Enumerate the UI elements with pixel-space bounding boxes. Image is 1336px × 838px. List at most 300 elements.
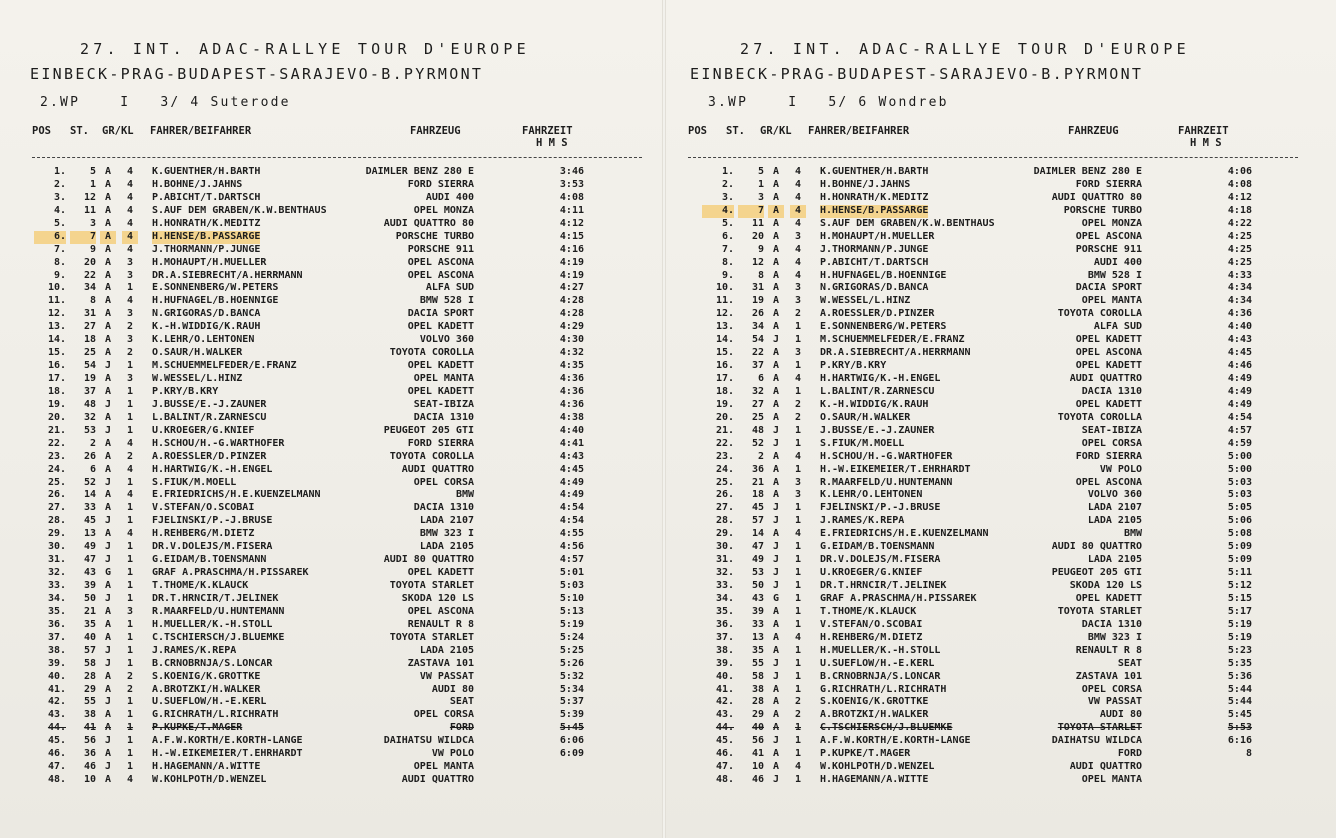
cell-crew: W.KOHLPOTH/D.WENZEL (152, 774, 267, 786)
cell-pos: 46. (715, 748, 734, 760)
cell-class: 1 (794, 618, 802, 630)
cell-class: 1 (126, 592, 134, 604)
cell-time: 4:19 (559, 269, 584, 281)
header-time: FAHRZEIT (522, 125, 573, 137)
cell-class: 1 (794, 502, 802, 514)
header-pos: POS (32, 125, 51, 137)
cell-class: 2 (794, 308, 802, 320)
cell-class: 1 (794, 722, 802, 734)
column-headers (668, 123, 1328, 157)
cell-class: 3 (126, 605, 134, 617)
cell-time: 4:32 (559, 347, 584, 359)
cell-start-number: 46 (83, 761, 96, 773)
cell-time: 5:09 (1227, 541, 1252, 553)
cell-class: 1 (126, 618, 134, 630)
cell-class: 4 (794, 166, 802, 177)
cell-time: 4:49 (559, 476, 584, 488)
cell-start-number: 11 (83, 204, 96, 216)
cell-crew: H.HARTWIG/K.-H.ENGEL (820, 373, 941, 384)
cell-class: 1 (126, 554, 134, 566)
cell-pos: 25. (47, 476, 66, 488)
cell-start-number: 26 (83, 450, 96, 462)
cell-group: J (772, 334, 780, 346)
cell-group: A (104, 709, 112, 721)
cell-start-number: 47 (751, 541, 764, 553)
cell-crew: J.BUSSE/E.-J.ZAUNER (152, 398, 267, 410)
cell-car: LADA 2107 (419, 515, 474, 527)
cell-car: AUDI QUATTRO (401, 463, 474, 475)
cell-car: OPEL MANTA (413, 373, 474, 384)
cell-pos: 33. (715, 580, 734, 591)
cell-pos: 25. (715, 476, 734, 488)
header-start-number: ST. (726, 125, 745, 137)
cell-crew: M.SCHUEMMELFEDER/E.FRANZ (820, 334, 965, 346)
cell-time: 4:36 (559, 373, 584, 384)
cell-class: 4 (122, 231, 138, 244)
cell-pos: 37. (47, 631, 66, 643)
result-row (0, 774, 660, 787)
cell-group: A (772, 191, 780, 203)
result-row (0, 218, 660, 231)
cell-class: 3 (794, 476, 802, 488)
result-row (0, 593, 660, 606)
cell-pos: 19. (715, 398, 734, 410)
header-car: FAHRZEUG (1068, 125, 1119, 137)
cell-crew: L.BALINT/R.ZARNESCU (820, 385, 935, 397)
cell-car: BMW (1123, 528, 1142, 540)
cell-start-number: 54 (751, 334, 764, 346)
cell-car: OPEL ASCONA (1075, 230, 1142, 242)
cell-crew: A.ROESSLER/D.PINZER (152, 450, 267, 462)
cell-class: 1 (126, 502, 134, 514)
cell-crew: K.-H.WIDDIG/K.RAUH (820, 398, 929, 410)
cell-group: A (772, 605, 780, 617)
cell-group: A (772, 295, 780, 307)
cell-time: 4:49 (1227, 385, 1252, 397)
cell-class: 1 (126, 631, 134, 643)
cell-crew: C.TSCHIERSCH/J.BLUEMKE (152, 631, 285, 643)
cell-group: J (772, 735, 780, 747)
result-row (0, 270, 660, 283)
cell-pos: 6. (721, 230, 734, 242)
cell-time: 4:59 (1227, 437, 1252, 449)
cell-car: BMW 528 I (419, 295, 474, 307)
cell-pos: 6. (34, 231, 66, 244)
cell-group: A (104, 295, 112, 307)
cell-time: 4:43 (1227, 334, 1252, 346)
cell-time: 4:28 (559, 308, 584, 320)
cell-class: 4 (794, 243, 802, 255)
cell-group: J (104, 644, 112, 656)
cell-car: DACIA SPORT (407, 308, 474, 320)
cell-time: 5:19 (1227, 631, 1252, 643)
cell-crew: T.THOME/K.KLAUCK (820, 605, 917, 617)
cell-time: 4:08 (559, 191, 584, 203)
cell-crew: S.FIUK/M.MOELL (152, 476, 237, 488)
cell-group: A (772, 631, 780, 643)
cell-time: 4:29 (559, 321, 584, 333)
cell-pos: 20. (47, 411, 66, 423)
cell-car: PORSCHE 911 (1075, 243, 1142, 255)
cell-time: 4:28 (559, 295, 584, 307)
cell-class: 1 (126, 657, 134, 669)
cell-start-number: 9 (89, 243, 96, 255)
cell-crew: H.HAGEMANN/A.WITTE (820, 774, 929, 786)
cell-crew: E.SONNENBERG/W.PETERS (152, 282, 279, 294)
cell-car: DACIA 1310 (1081, 618, 1142, 630)
cell-class: 1 (126, 580, 134, 591)
cell-time: 4:36 (1227, 308, 1252, 320)
cell-start-number: 43 (751, 592, 764, 604)
cell-class: 2 (794, 696, 802, 708)
cell-class: 4 (794, 528, 802, 540)
result-row (668, 515, 1328, 528)
cell-group: J (772, 541, 780, 553)
cell-car: OPEL ASCONA (1075, 347, 1142, 359)
cell-crew: DR.V.DOLEJS/M.FISERA (152, 541, 273, 553)
cell-pos: 12. (47, 308, 66, 320)
cell-group: A (100, 231, 116, 244)
cell-time: 6:16 (1227, 735, 1252, 747)
cell-car: FORD SIERRA (1075, 178, 1142, 190)
cell-crew: E.SONNENBERG/W.PETERS (820, 321, 947, 333)
result-row (668, 748, 1328, 761)
cell-car: OPEL CORSA (1081, 437, 1142, 449)
results-table (668, 166, 1328, 787)
cell-pos: 29. (715, 528, 734, 540)
cell-time: 4:08 (1227, 178, 1252, 190)
cell-pos: 39. (715, 657, 734, 669)
cell-class: 4 (126, 528, 134, 540)
cell-group: A (772, 230, 780, 242)
cell-pos: 5. (53, 217, 66, 229)
cell-car: OPEL CORSA (413, 709, 474, 721)
cell-class: 1 (794, 567, 802, 579)
cell-crew: W.KOHLPOTH/D.WENZEL (820, 761, 935, 773)
result-row (0, 373, 660, 386)
result-row (0, 321, 660, 334)
result-row (668, 541, 1328, 554)
cell-time: 4:16 (559, 243, 584, 255)
cell-car: DAIMLER BENZ 280 E (1033, 166, 1142, 177)
cell-time: 4:57 (559, 554, 584, 566)
cell-pos: 35. (47, 605, 66, 617)
cell-crew: DR.A.SIEBRECHT/A.HERRMANN (152, 269, 303, 281)
cell-car: PORSCHE TURBO (395, 230, 474, 242)
result-row (668, 282, 1328, 295)
cell-time: 4:43 (559, 450, 584, 462)
cell-start-number: 21 (83, 605, 96, 617)
cell-crew: J.THORMANN/P.JUNGE (820, 243, 929, 255)
result-row (668, 360, 1328, 373)
result-row (0, 347, 660, 360)
result-row (0, 231, 660, 244)
cell-car: OPEL MANTA (1081, 295, 1142, 307)
cell-class: 1 (794, 385, 802, 397)
cell-time: 4:11 (559, 204, 584, 216)
cell-pos: 23. (715, 450, 734, 462)
cell-pos: 5. (721, 217, 734, 229)
cell-car: TOYOTA STARLET (389, 631, 474, 643)
header-driver: FAHRER/BEIFAHRER (150, 125, 252, 137)
cell-time: 4:34 (1227, 282, 1252, 294)
header-start-number: ST. (70, 125, 89, 137)
cell-start-number: 37 (751, 360, 764, 372)
cell-group: A (104, 385, 112, 397)
cell-class: 2 (126, 450, 134, 462)
cell-pos: 30. (715, 541, 734, 553)
cell-pos: 19. (47, 398, 66, 410)
cell-start-number: 14 (751, 528, 764, 540)
cell-car: OPEL KADETT (1075, 398, 1142, 410)
cell-group: J (104, 761, 112, 773)
cell-time: 5:44 (1227, 696, 1252, 708)
cell-time: 5:19 (1227, 618, 1252, 630)
cell-crew: H.HARTWIG/K.-H.ENGEL (152, 463, 273, 475)
cell-class: 4 (126, 243, 134, 255)
cell-time: 4:25 (1227, 243, 1252, 255)
result-row (0, 244, 660, 257)
cell-crew: U.KROEGER/G.KNIEF (820, 567, 923, 579)
cell-time: 4:12 (1227, 191, 1252, 203)
cell-time: 5:03 (1227, 476, 1252, 488)
cell-class: 1 (794, 360, 802, 372)
cell-start-number: 53 (751, 567, 764, 579)
cell-time: 5:23 (1227, 644, 1252, 656)
cell-class: 1 (126, 567, 134, 579)
cell-crew: K.GUENTHER/H.BARTH (152, 166, 261, 177)
cell-crew: T.THOME/K.KLAUCK (152, 580, 249, 591)
cell-crew: H.BOHNE/J.JAHNS (820, 178, 911, 190)
cell-time: 4:25 (1227, 256, 1252, 268)
cell-pos: 7. (721, 243, 734, 255)
cell-start-number: 49 (83, 541, 96, 553)
cell-pos: 8. (721, 256, 734, 268)
cell-start-number: 47 (83, 554, 96, 566)
cell-class: 3 (794, 489, 802, 501)
cell-start-number: 49 (751, 554, 764, 566)
cell-car: DACIA 1310 (1081, 385, 1142, 397)
cell-time: 4:12 (559, 217, 584, 229)
cell-crew: H.BOHNE/J.JAHNS (152, 178, 243, 190)
cell-time: 3:46 (559, 166, 584, 177)
cell-pos: 39. (47, 657, 66, 669)
cell-start-number: 12 (751, 256, 764, 268)
cell-time: 5:53 (1227, 722, 1252, 734)
cell-pos: 36. (47, 618, 66, 630)
cell-group: A (104, 450, 112, 462)
cell-group: A (772, 618, 780, 630)
cell-car: LADA 2105 (419, 541, 474, 553)
cell-pos: 15. (715, 347, 734, 359)
result-row (0, 282, 660, 295)
cell-time: 5:05 (1227, 502, 1252, 514)
cell-group: A (104, 191, 112, 203)
header-divider (688, 157, 1298, 158)
result-row (0, 386, 660, 399)
result-row (0, 658, 660, 671)
result-row (668, 192, 1328, 205)
cell-pos: 16. (47, 360, 66, 372)
result-row (668, 166, 1328, 179)
cell-car: TOYOTA COROLLA (1057, 308, 1142, 320)
cell-pos: 7. (53, 243, 66, 255)
cell-crew: H.HENSE/B.PASSARGE (152, 230, 261, 242)
cell-pos: 14. (715, 334, 734, 346)
cell-time: 4:54 (1227, 411, 1252, 423)
cell-crew: P.KRY/B.KRY (152, 385, 219, 397)
cell-start-number: 55 (83, 696, 96, 708)
result-row (668, 489, 1328, 502)
cell-start-number: 28 (83, 670, 96, 682)
cell-car: OPEL KADETT (407, 385, 474, 397)
cell-group: A (772, 748, 780, 760)
cell-crew: S.FIUK/M.MOELL (820, 437, 905, 449)
cell-pos: 13. (47, 321, 66, 333)
cell-crew: FJELINSKI/P.-J.BRUSE (152, 515, 273, 527)
cell-pos: 18. (715, 385, 734, 397)
cell-crew: A.BROTZKI/H.WALKER (820, 709, 929, 721)
cell-group: A (772, 308, 780, 320)
cell-start-number: 57 (83, 644, 96, 656)
result-row (0, 748, 660, 761)
cell-group: A (104, 256, 112, 268)
cell-car: AUDI 80 (1099, 709, 1142, 721)
cell-start-number: 20 (83, 256, 96, 268)
cell-time: 5:13 (559, 605, 584, 617)
cell-group: J (772, 580, 780, 591)
result-row (668, 554, 1328, 567)
cell-crew: G.RICHRATH/L.RICHRATH (152, 709, 279, 721)
cell-time: 5:10 (559, 592, 584, 604)
cell-group: A (104, 178, 112, 190)
cell-pos: 14. (47, 334, 66, 346)
results-table (0, 166, 660, 787)
cell-pos: 30. (47, 541, 66, 553)
cell-group: A (772, 489, 780, 501)
cell-time: 5:06 (1227, 515, 1252, 527)
cell-car: LADA 2105 (419, 644, 474, 656)
cell-car: OPEL MONZA (413, 204, 474, 216)
cell-crew: K.-H.WIDDIG/K.RAUH (152, 321, 261, 333)
page-fold (662, 0, 666, 838)
cell-crew: K.LEHR/O.LEHTONEN (152, 334, 255, 346)
cell-group: A (104, 774, 112, 786)
cell-pos: 28. (47, 515, 66, 527)
cell-crew: H.MOHAUPT/H.MUELLER (152, 256, 267, 268)
cell-car: TOYOTA COROLLA (389, 347, 474, 359)
cell-group: A (772, 373, 780, 384)
cell-crew: FJELINSKI/P.-J.BRUSE (820, 502, 941, 514)
result-row (0, 515, 660, 528)
result-row (668, 386, 1328, 399)
cell-crew: R.MAARFELD/U.HUNTEMANN (820, 476, 953, 488)
cell-pos: 26. (715, 489, 734, 501)
cell-crew: S.AUF DEM GRABEN/K.W.BENTHAUS (820, 217, 995, 229)
cell-class: 4 (126, 774, 134, 786)
cell-class: 1 (126, 398, 134, 410)
cell-car: PEUGEOT 205 GTI (1051, 567, 1142, 579)
cell-start-number: 6 (757, 373, 764, 384)
cell-pos: 8. (53, 256, 66, 268)
cell-pos: 22. (715, 437, 734, 449)
cell-group: J (104, 424, 112, 436)
cell-time: 4:25 (1227, 230, 1252, 242)
cell-group: J (104, 696, 112, 708)
header-driver: FAHRER/BEIFAHRER (808, 125, 910, 137)
cell-car: TOYOTA COROLLA (1057, 411, 1142, 423)
result-row (0, 360, 660, 373)
cell-time: 3:53 (559, 178, 584, 190)
cell-class: 4 (794, 373, 802, 384)
result-row (0, 696, 660, 709)
cell-start-number: 29 (83, 683, 96, 695)
cell-car: OPEL ASCONA (407, 256, 474, 268)
cell-class: 1 (126, 541, 134, 553)
cell-start-number: 3 (89, 217, 96, 229)
rally-title: 27. INT. ADAC-RALLYE TOUR D'EUROPE (80, 40, 530, 58)
cell-pos: 35. (715, 605, 734, 617)
result-row (0, 166, 660, 179)
cell-group: J (772, 515, 780, 527)
cell-group: A (772, 166, 780, 177)
cell-car: FORD (1117, 748, 1142, 760)
cell-group: J (772, 567, 780, 579)
cell-group: A (772, 269, 780, 281)
cell-start-number: 58 (83, 657, 96, 669)
cell-pos: 38. (47, 644, 66, 656)
cell-start-number: 10 (83, 774, 96, 786)
cell-time: 4:49 (559, 489, 584, 501)
cell-pos: 1. (53, 166, 66, 177)
cell-start-number: 55 (751, 657, 764, 669)
cell-start-number: 36 (751, 463, 764, 475)
cell-group: A (104, 321, 112, 333)
cell-crew: H.HENSE/B.PASSARGE (820, 204, 929, 216)
cell-pos: 43. (47, 709, 66, 721)
result-row (0, 645, 660, 658)
cell-group: A (772, 722, 780, 734)
stage-title: 3.WP I 5/ 6 Wondreb (708, 95, 949, 110)
cell-class: 3 (126, 373, 134, 384)
cell-group: J (104, 657, 112, 669)
cell-class: 4 (794, 191, 802, 203)
cell-car: AUDI QUATTRO (1069, 373, 1142, 384)
cell-group: A (772, 476, 780, 488)
cell-start-number: 32 (751, 385, 764, 397)
cell-crew: V.STEFAN/O.SCOBAI (152, 502, 255, 514)
cell-car: DACIA 1310 (413, 411, 474, 423)
result-row (668, 295, 1328, 308)
cell-pos: 3. (53, 191, 66, 203)
cell-group: J (104, 541, 112, 553)
cell-car: TOYOTA COROLLA (389, 450, 474, 462)
cell-group: J (104, 515, 112, 527)
cell-group: G (104, 567, 112, 579)
result-row (668, 735, 1328, 748)
cell-pos: 24. (47, 463, 66, 475)
cell-class: 2 (794, 411, 802, 423)
result-row (668, 593, 1328, 606)
cell-time: 4:30 (559, 334, 584, 346)
cell-start-number: 32 (83, 411, 96, 423)
cell-group: A (104, 411, 112, 423)
cell-car: FORD SIERRA (407, 178, 474, 190)
cell-pos: 13. (715, 321, 734, 333)
result-row (0, 334, 660, 347)
cell-group: A (772, 683, 780, 695)
cell-class: 1 (126, 761, 134, 773)
